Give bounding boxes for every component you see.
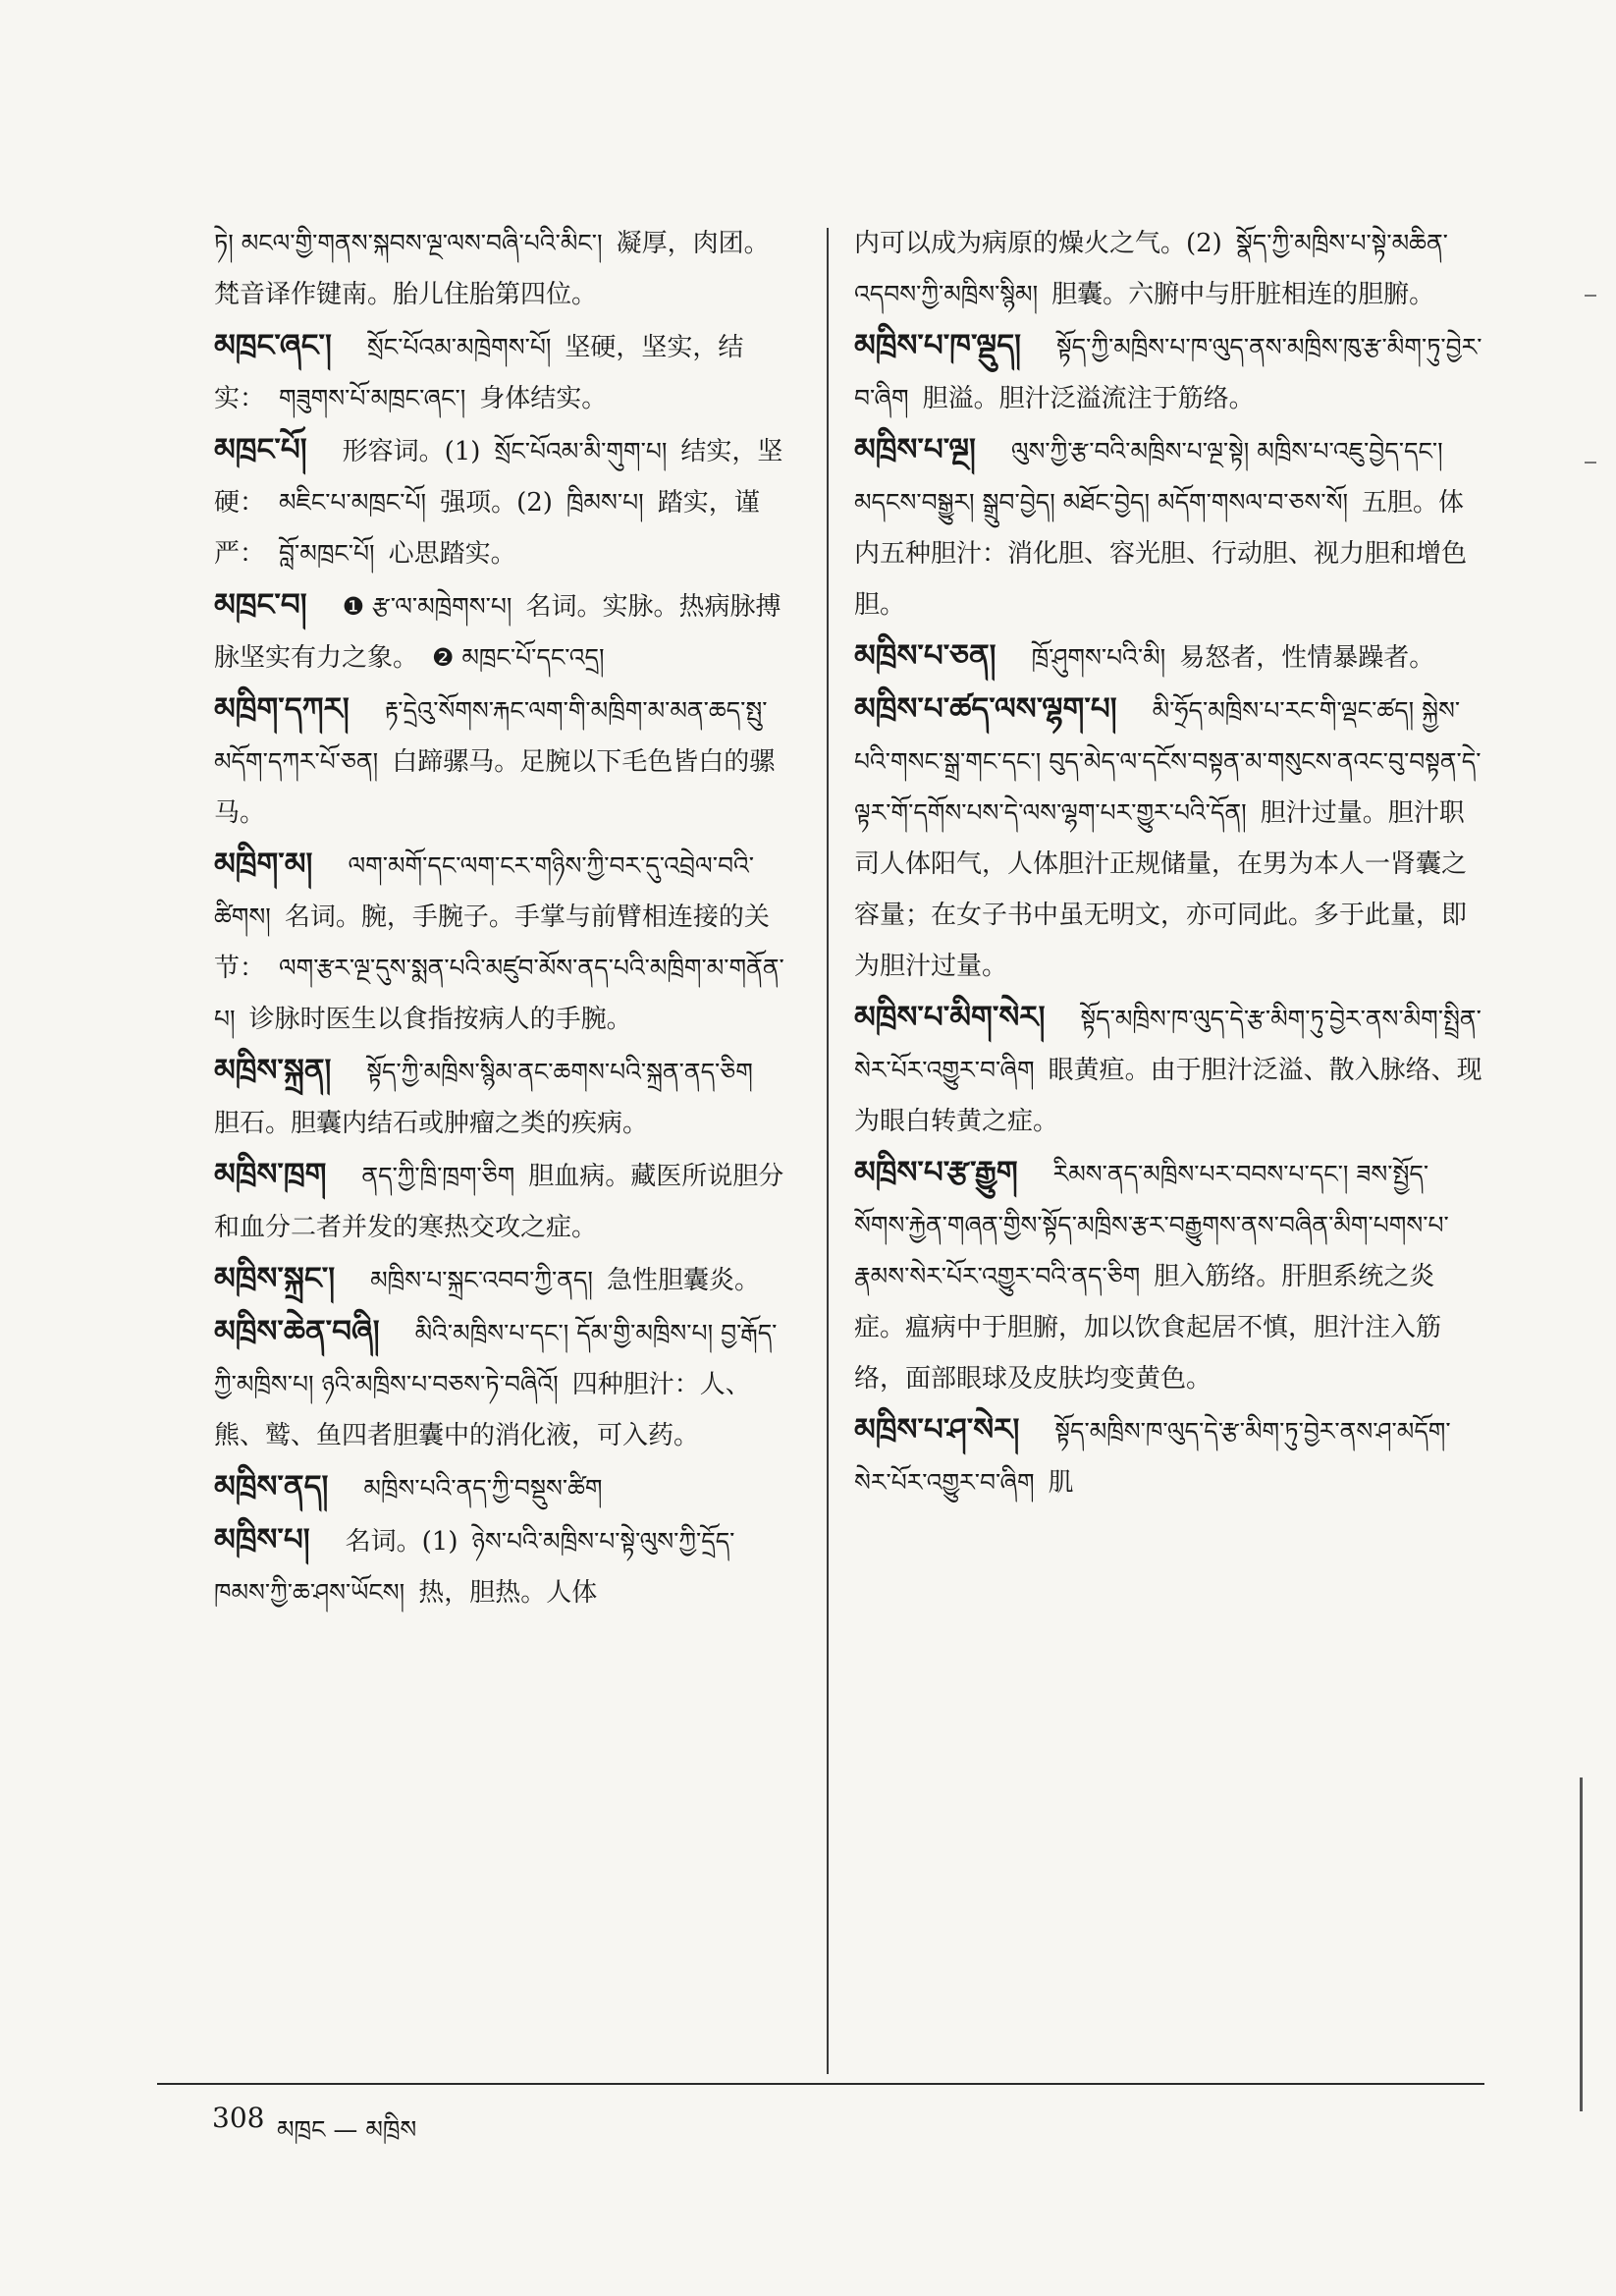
entry-definition: 踏实，谨严： — [214, 488, 760, 569]
margin-tick — [1585, 295, 1596, 297]
entry-definition: 易怒者，性情暴躁者。 — [1179, 643, 1435, 673]
entry-definition: 名词。实脉。热病脉搏脉坚实有力之象。 — [214, 592, 781, 673]
entry-definition: 四种胆汁：人、熊、鹫、鱼四者胆囊中的消化液，可入药。 — [214, 1370, 751, 1450]
entry-definition: 名词。腕，手腕子。手掌与前臂相连接的关节： — [214, 902, 770, 983]
dictionary-entry — [214, 579, 785, 683]
dictionary-entry — [854, 320, 1482, 424]
entry-headword: མཁྲིས་པ། — [214, 1522, 310, 1558]
entry-tibetan: སྟོད་མཁྲིས་ཁ་ལུད་དེ་རྩ་མིག་ཏུ་བྱེར་ནས་ཤ་མདོག་སེར་པོར་འགྱུར་བ་ཞིག — [854, 1417, 1451, 1497]
entry-tibetan: སྲོང་པོའམ་མཁྲེགས་པོ། — [366, 333, 552, 361]
dictionary-entry — [854, 424, 1482, 630]
entry-tibetan: ❷ མཁྲང་པོ་དང་འདྲ། — [432, 643, 605, 672]
entry-definition: 内可以成为病原的燥火之气。(2) — [854, 229, 1222, 258]
entry-tibetan: ལག་མགོ་དང་ལག་ངར་གཉིས་ཀྱི་བར་དུ་འབྲེལ་བའི་ཚིགས། — [214, 851, 754, 931]
entry-tibetan: རྟ་དྲེའུ་སོགས་རྐང་ལག་གི་མཁྲིག་མ་མན་ཆད་སྤུ་མདོག་དཀར་པོ་ཅན། — [214, 696, 768, 776]
entry-headword: མཁྲིས་པ་མིག་སེར། — [854, 1000, 1046, 1035]
entry-definition: 热，胆热。人体 — [418, 1578, 598, 1608]
dictionary-entry — [214, 1149, 785, 1253]
entry-tibetan: མཇིང་པ་མཁྲང་པོ། — [279, 488, 427, 517]
entry-tibetan: མཁྲིས་པ་སྐྲང་འབབ་ཀྱི་ནད། — [370, 1266, 593, 1294]
entry-headword: མཁྲིས་པ་ཁ་ལྡུད། — [854, 328, 1022, 363]
entry-tibetan: ཁྲོ་ཤུགས་པའི་མི། — [1031, 643, 1166, 672]
entry-definition: 五胆。体内五种胆汁：消化胆、容光胆、行动胆、视力胆和增色胆。 — [854, 488, 1468, 620]
dictionary-entry — [854, 1147, 1482, 1404]
entry-tibetan: སྟོད་ཀྱི་མཁྲིས་སྙིམ་ནང་ཆགས་པའི་སྐྲན་ནད་ཅིག — [366, 1058, 753, 1086]
entry-headword: མཁྲིས་ཆེན་བཞི། — [214, 1314, 380, 1349]
right-column — [854, 218, 1482, 1508]
entry-definition: 胆汁过量。胆汁职司人体阳气，人体胆汁正规储量，在男为本人一肾囊之容量；在女子书中虽无明文，亦可同此。多于此量，即为胆汁过量。 — [854, 798, 1468, 981]
entry-tibetan: སྟོད་ཀྱི་མཁྲིས་པ་ཁ་ལུད་ནས་མཁྲིས་ཁུ་རྩ་མིག་ཏུ་བྱེར་བ་ཞིག — [854, 333, 1482, 412]
entry-headword: མཁྲིས་པ་ཅན། — [854, 638, 997, 674]
entry-headword: མཁྲང་ཞང་། — [214, 328, 332, 363]
entry-tibetan: སྟོད་མཁྲིས་ཁ་ལུད་དེ་རྩ་མིག་ཏུ་བྱེར་ནས་མིག་སྤྲིན་སེར་པོར་འགྱུར་བ་ཞིག — [854, 1005, 1481, 1084]
dictionary-entry — [214, 1306, 785, 1461]
entry-tibetan: ལུས་ཀྱི་རྩ་བའི་མཁྲིས་པ་ལྔ་སྟེ། མཁྲིས་པ་འཇུ་བྱེད་དང་། མདངས་བསྒྱུར། སྒྲུབ་བྱེད། མཐོང་བྱེད། མདོག་གསལ་བ་ཅས་སོ། — [854, 437, 1443, 517]
entry-definition: 胆囊。六腑中与肝脏相连的胆腑。 — [1051, 280, 1435, 309]
entry-tibetan: བློ་མཁྲང་པོ། — [279, 539, 375, 568]
entry-tibetan: ལག་རྩར་ལྔ་དུས་སྨན་པའི་མཛུབ་མོས་ནད་པའི་མཁྲིག་མ་གནོན་པ། — [214, 954, 784, 1033]
entry-tibetan: མི་ཧྲོད་མཁྲིས་པ་རང་གི་ལྡང་ཚད། སྐྱེས་པའི་གསང་སྒྲ་གང་དང་། བུད་མེད་ལ་དངོས་བསྟན་མ་གསུངས་ནའང་བུ་བསྟན་དེ་ལྟར་གོ་དགོས་པས་དེ་ལས་ལྷག་པར་གྱུར་པའི་དོན། — [854, 696, 1481, 827]
entry-tibetan: སྣོད་ཀྱི་མཁྲིས་པ་སྟེ་མཆིན་འདབས་ཀྱི་མཁྲིས་སྙིམ། — [854, 229, 1448, 308]
entry-tibetan: ❶ རྩ་ལ་མཁྲེགས་པ། — [342, 592, 512, 621]
entry-tibetan: མཁྲིས་པའི་ནད་ཀྱི་བསྡུས་ཚིག — [363, 1474, 603, 1503]
dictionary-entry — [854, 992, 1482, 1147]
entry-definition: 急性胆囊炎。 — [606, 1266, 760, 1295]
entry-definition: 结实，坚硬： — [214, 437, 783, 518]
entry-definition: 白蹄骡马。足腕以下毛色皆白的骡马。 — [214, 747, 776, 828]
dictionary-entry — [854, 630, 1482, 683]
entry-tibetan: ཏེ། མངལ་གྱི་གནས་སྐབས་ལྔ་ལས་བཞི་པའི་མིང་། — [214, 229, 603, 257]
entry-headword: མཁྲིག་དཀར། — [214, 691, 350, 727]
running-head: མཁྲང — མཁྲིས — [277, 2115, 417, 2144]
entry-definition: 肌 — [1048, 1468, 1074, 1498]
entry-definition: 胆石。胆囊内结石或肿瘤之类的疾病。 — [214, 1109, 649, 1138]
entry-headword: མཁྲིས་པ་ཚད་ལས་ལྷག་པ། — [854, 691, 1117, 727]
dictionary-entry — [214, 683, 785, 839]
margin-mark — [1580, 1777, 1583, 2111]
page-number: 308 — [212, 2102, 265, 2134]
entry-tibetan: རིམས་ནད་མཁྲིས་པར་བབས་པ་དང་། ཟས་སྤྱོད་སོགས་རྐྱེན་གཞན་གྱིས་སྟོད་མཁྲིས་རྩར་བརྒྱུགས་ནས་བཞིན་མིག་པགས་པ་རྣམས་སེར་པོར་འགྱུར་བའི་ནད་ཅིག — [854, 1160, 1449, 1290]
entry-tibetan: གཟུགས་པོ་མཁྲང་ཞང་། — [279, 384, 466, 412]
entry-headword: མཁྲིས་སྐྲན། — [214, 1053, 332, 1088]
dictionary-entry — [854, 683, 1482, 992]
entry-headword: མཁྲིས་པ་ལྔ། — [854, 432, 976, 467]
entry-definition: 胆溢。胆汁泛溢流注于筋络。 — [922, 384, 1255, 413]
entry-headword: མཁྲིས་པ་རྩ་རྒྱུག — [854, 1155, 1018, 1190]
entry-definition: 心思踏实。 — [388, 539, 516, 569]
column-divider — [827, 228, 829, 2074]
entry-tibetan: ཉེས་པའི་མཁྲིས་པ་སྟེ་ལུས་ཀྱི་དྲོད་ཁམས་ཀྱི་ཆ་ཤས་ཡོངས། — [214, 1527, 735, 1607]
entry-definition: 名词。(1) — [345, 1527, 458, 1557]
left-column — [214, 218, 785, 1618]
dictionary-entry — [214, 1461, 785, 1514]
footer-rule — [157, 2083, 1484, 2085]
entry-tibetan: ཁྲིམས་པ། — [566, 488, 644, 517]
entry-headword: མཁྲིས་ནད། — [214, 1469, 329, 1504]
dictionary-entry — [214, 1045, 785, 1149]
entry-definition: 胆入筋络。肝胆系统之炎症。瘟病中于胆腑，加以饮食起居不慎，胆汁注入筋络，面部眼球及皮肤均变黄色。 — [854, 1262, 1442, 1394]
entry-headword: མཁྲང་པོ། — [214, 432, 307, 467]
entry-headword: མཁྲིས་སྐྲང་། — [214, 1261, 336, 1296]
entry-definition: 坚硬，坚实，结实： — [214, 333, 744, 413]
entry-definition: 身体结实。 — [479, 384, 608, 413]
entry-tibetan: མིའི་མཁྲིས་པ་དང་། དོམ་གྱི་མཁྲིས་པ། བྱ་རྒོད་ཀྱི་མཁྲིས་པ། ཉའི་མཁྲིས་པ་བཅས་ཏེ་བཞིའོ། — [214, 1319, 778, 1398]
entry-headword: མཁྲིས་པ་ཤ་སེར། — [854, 1412, 1020, 1448]
entry-tibetan: ནད་ཀྱི་ཁྲི་ཁྲག་ཅིག — [361, 1162, 515, 1190]
entry-tibetan: སྲོང་པོའམ་མི་གུག་པ། — [494, 437, 668, 465]
dictionary-entry — [214, 1514, 785, 1618]
dictionary-entry — [214, 218, 785, 320]
dictionary-entry — [214, 839, 785, 1045]
entry-headword: མཁྲིག་མ། — [214, 847, 313, 882]
entry-definition: 强项。(2) — [440, 488, 553, 518]
dictionary-entry — [854, 1404, 1482, 1508]
margin-tick — [1585, 462, 1596, 464]
dictionary-entry — [214, 1253, 785, 1306]
entry-definition: 诊脉时医生以食指按病人的手腕。 — [248, 1005, 632, 1034]
entry-headword: མཁྲིས་ཁྲག — [214, 1157, 327, 1192]
dictionary-entry — [854, 218, 1482, 320]
dictionary-entry — [214, 320, 785, 424]
entry-definition: 眼黄疸。由于胆汁泛溢、散入脉络、现为眼白转黄之症。 — [854, 1056, 1482, 1136]
entry-definition: 胆血病。藏医所说胆分和血分二者并发的寒热交攻之症。 — [214, 1162, 784, 1242]
entry-definition: 形容词。(1) — [342, 437, 481, 466]
entry-definition: 凝厚，肉团。梵音译作键南。胎儿住胎第四位。 — [214, 229, 770, 309]
dictionary-entry — [214, 424, 785, 579]
entry-headword: མཁྲང་བ། — [214, 587, 307, 623]
